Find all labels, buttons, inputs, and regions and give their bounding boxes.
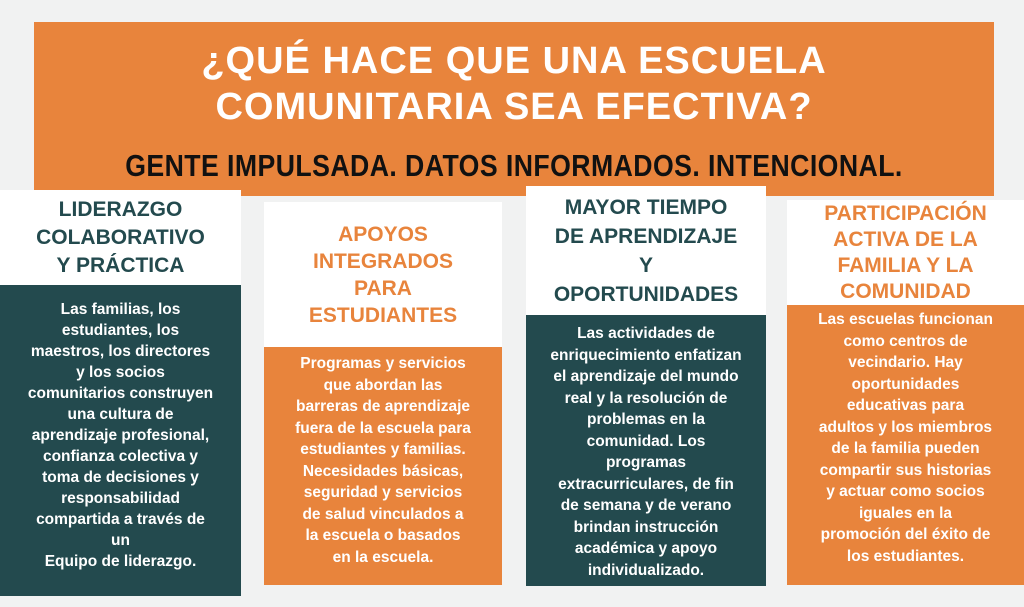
column-body-text: Las familias, los estudiantes, los maestros, los directores y los socios comunitarios construyen una cultura de aprendizaje profesional, confianza colectiva y toma de decisiones y responsabilidad compartida a través de un Equipo de liderazgo. — [27, 301, 214, 570]
column-body-text: Programas y servicios que abordan las barreras de aprendizaje fuera de la escuela para estudiantes y familias. Necesidades básicas, seguridad y servicios de salud vinculados a la escuela o basados en la escuela. — [295, 355, 471, 566]
column-body-family-engagement — [787, 305, 1024, 585]
column-body-integrated-supports — [264, 347, 502, 585]
page-subtitle: GENTE IMPULSADA. DATOS INFORMADOS. INTENCIONAL. — [125, 148, 903, 183]
column-heading-text: APOYOS INTEGRADOS PARA ESTUDIANTES — [308, 222, 458, 327]
column-heading-text: PARTICIPACIÓN ACTIVA DE LA FAMILIA Y LA COMUNIDAD — [824, 201, 987, 303]
column-body-text: Las escuelas funcionan como centros de vecindario. Hay oportunidades educativas para adultos y los miembros de la familia pueden compartir sus historias y actuar como socios iguales en la promoción del éxito de los estudiantes. — [818, 311, 993, 565]
page-title: ¿QUÉ HACE QUE UNA ESCUELA COMUNITARIA SEA EFECTIVA? — [201, 40, 827, 128]
title-banner — [34, 22, 994, 196]
column-heading-integrated-supports — [264, 202, 502, 347]
column-heading-family-engagement — [787, 200, 1024, 305]
column-body-collaborative-leadership — [0, 285, 241, 596]
column-body-learning-time — [526, 315, 766, 586]
column-heading-text: LIDERAZGO COLABORATIVO Y PRÁCTICA — [36, 197, 205, 277]
column-body-text: Las actividades de enriquecimiento enfatizan el aprendizaje del mundo real y la resolución de problemas en la comunidad. Los programas extracurriculares, de fin de semana y de verano brindan instrucción académica y apoyo individualizado. — [550, 325, 742, 579]
column-heading-learning-time — [526, 186, 766, 315]
column-heading-collaborative-leadership — [0, 190, 241, 285]
column-heading-text: MAYOR TIEMPO DE APRENDIZAJE Y OPORTUNIDADES — [553, 195, 739, 306]
